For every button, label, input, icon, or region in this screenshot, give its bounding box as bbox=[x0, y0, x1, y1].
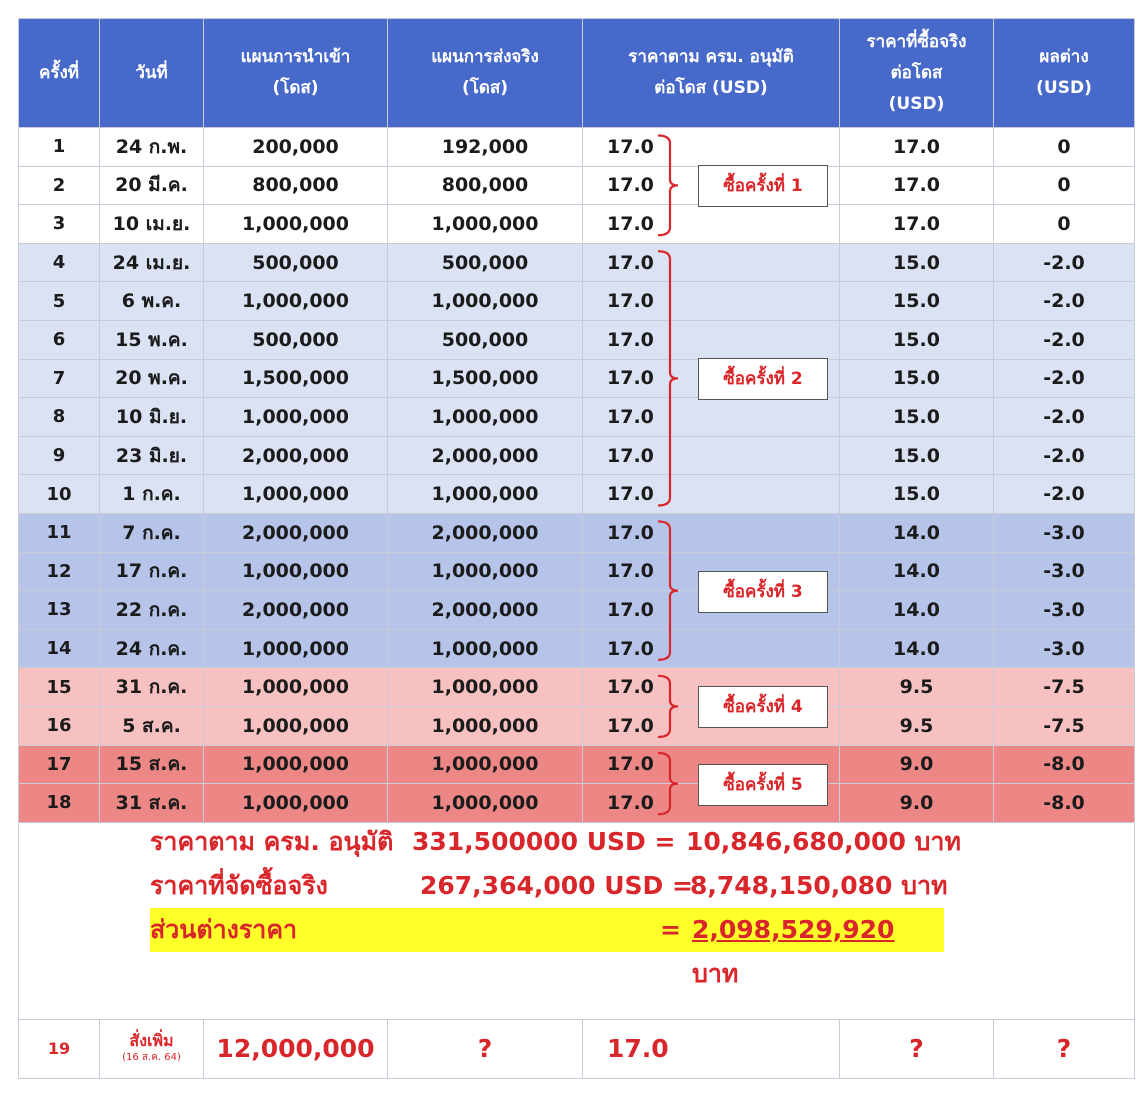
header-no: ครั้งที่ bbox=[19, 19, 100, 128]
row-date: 7 ก.ค. bbox=[100, 513, 204, 552]
row-date: 31 ก.ค. bbox=[100, 668, 204, 707]
purchase-group-badge: ซื้อครั้งที่ 5 bbox=[698, 764, 828, 806]
header-date: วันที่ bbox=[100, 19, 204, 128]
row-cabinet-price: 17.0 bbox=[583, 784, 711, 823]
row-actual-price: 9.5 bbox=[840, 668, 994, 707]
row-actual-price: 14.0 bbox=[840, 552, 994, 591]
row-delivered: 1,500,000 bbox=[388, 359, 583, 398]
row-actual-price: 15.0 bbox=[840, 475, 994, 514]
row-diff: -2.0 bbox=[994, 243, 1135, 282]
row-cabinet-price: 17.0 bbox=[583, 745, 711, 784]
row-import: 1,000,000 bbox=[204, 398, 388, 437]
row-actual-price: 14.0 bbox=[840, 629, 994, 668]
row-date: 10 เม.ย. bbox=[100, 205, 204, 244]
row-no: 13 bbox=[19, 591, 100, 630]
row-date: 6 พ.ค. bbox=[100, 282, 204, 321]
row-no: 3 bbox=[19, 205, 100, 244]
extra-diff: ? bbox=[994, 1019, 1135, 1078]
row-cabinet-price: 17.0 bbox=[583, 243, 711, 282]
row-delivered: 1,000,000 bbox=[388, 629, 583, 668]
row-no: 7 bbox=[19, 359, 100, 398]
extra-import: 12,000,000 bbox=[204, 1019, 388, 1078]
row-import: 1,500,000 bbox=[204, 359, 388, 398]
row-date: 20 มี.ค. bbox=[100, 166, 204, 205]
row-diff: -7.5 bbox=[994, 706, 1135, 745]
purchase-group-badge: ซื้อครั้งที่ 4 bbox=[698, 686, 828, 728]
row-delivered: 192,000 bbox=[388, 128, 583, 167]
row-no: 8 bbox=[19, 398, 100, 437]
summary-cabinet-usd: 331,500000 USD = bbox=[412, 827, 676, 856]
row-date: 23 มิ.ย. bbox=[100, 436, 204, 475]
extra-delivered: ? bbox=[388, 1019, 583, 1078]
row-delivered: 1,000,000 bbox=[388, 668, 583, 707]
row-no: 4 bbox=[19, 243, 100, 282]
row-delivered: 2,000,000 bbox=[388, 591, 583, 630]
row-cabinet-price: 17.0 bbox=[583, 552, 711, 591]
row-delivered: 1,000,000 bbox=[388, 282, 583, 321]
row-no: 16 bbox=[19, 706, 100, 745]
row-no: 15 bbox=[19, 668, 100, 707]
row-cabinet-price: 17.0 bbox=[583, 128, 711, 167]
header-difference: ผลต่าง (USD) bbox=[994, 19, 1135, 128]
summary-actual-usd: 267,364,000 USD = bbox=[420, 871, 693, 900]
row-cabinet-price: 17.0 bbox=[583, 436, 711, 475]
row-import: 1,000,000 bbox=[204, 668, 388, 707]
summary-line-difference bbox=[150, 908, 944, 988]
purchase-group-badge: ซื้อครั้งที่ 1 bbox=[698, 165, 828, 207]
row-actual-price: 15.0 bbox=[840, 398, 994, 437]
row-diff: -3.0 bbox=[994, 513, 1135, 552]
row-delivered: 1,000,000 bbox=[388, 475, 583, 514]
row-import: 2,000,000 bbox=[204, 513, 388, 552]
row-delivered: 2,000,000 bbox=[388, 436, 583, 475]
row-date: 22 ก.ค. bbox=[100, 591, 204, 630]
row-import: 2,000,000 bbox=[204, 436, 388, 475]
row-date: 15 ส.ค. bbox=[100, 745, 204, 784]
row-date: 20 พ.ค. bbox=[100, 359, 204, 398]
row-delivered: 2,000,000 bbox=[388, 513, 583, 552]
row-import: 200,000 bbox=[204, 128, 388, 167]
row-no: 17 bbox=[19, 745, 100, 784]
row-import: 1,000,000 bbox=[204, 475, 388, 514]
header-cabinet-price: ราคาตาม ครม. อนุมัติ ต่อโดส (USD) bbox=[583, 19, 840, 128]
row-date: 10 มิ.ย. bbox=[100, 398, 204, 437]
row-diff: -3.0 bbox=[994, 552, 1135, 591]
row-no: 12 bbox=[19, 552, 100, 591]
row-delivered: 500,000 bbox=[388, 243, 583, 282]
row-diff: -2.0 bbox=[994, 359, 1135, 398]
row-date: 24 เม.ย. bbox=[100, 243, 204, 282]
row-cabinet-price: 17.0 bbox=[583, 513, 711, 552]
row-cabinet-price: 17.0 bbox=[583, 205, 711, 244]
row-date: 15 พ.ค. bbox=[100, 320, 204, 359]
row-diff: 0 bbox=[994, 128, 1135, 167]
row-diff: -2.0 bbox=[994, 398, 1135, 437]
row-actual-price: 17.0 bbox=[840, 205, 994, 244]
summary-difference-value: 2,098,529,920 bbox=[692, 915, 895, 944]
row-diff: -2.0 bbox=[994, 282, 1135, 321]
row-diff: -2.0 bbox=[994, 436, 1135, 475]
row-actual-price: 15.0 bbox=[840, 359, 994, 398]
row-cabinet-price: 17.0 bbox=[583, 398, 711, 437]
row-cabinet-price: 17.0 bbox=[583, 591, 711, 630]
group-braces bbox=[18, 18, 1134, 848]
row-delivered: 1,000,000 bbox=[388, 784, 583, 823]
row-diff: -3.0 bbox=[994, 591, 1135, 630]
row-import: 1,000,000 bbox=[204, 552, 388, 591]
row-import: 500,000 bbox=[204, 320, 388, 359]
header-import-plan: แผนการนำเข้า (โดส) bbox=[204, 19, 388, 128]
row-cabinet-price: 17.0 bbox=[583, 629, 711, 668]
row-actual-price: 9.0 bbox=[840, 745, 994, 784]
row-cabinet-price: 17.0 bbox=[583, 668, 711, 707]
summary-actual-label: ราคาที่จัดซื้อจริง bbox=[150, 871, 328, 900]
header-actual-price: ราคาที่ซื้อจริง ต่อโดส (USD) bbox=[840, 19, 994, 128]
row-import: 1,000,000 bbox=[204, 282, 388, 321]
row-import: 800,000 bbox=[204, 166, 388, 205]
row-import: 1,000,000 bbox=[204, 784, 388, 823]
row-diff: -2.0 bbox=[994, 475, 1135, 514]
extra-no: 19 bbox=[19, 1019, 100, 1078]
summary-difference-unit: บาท bbox=[692, 959, 739, 988]
row-delivered: 1,000,000 bbox=[388, 398, 583, 437]
row-diff: -7.5 bbox=[994, 668, 1135, 707]
row-date: 5 ส.ค. bbox=[100, 706, 204, 745]
row-diff: -8.0 bbox=[994, 784, 1135, 823]
row-no: 18 bbox=[19, 784, 100, 823]
row-import: 1,000,000 bbox=[204, 745, 388, 784]
summary-difference-value-wrap bbox=[692, 908, 944, 996]
row-diff: -8.0 bbox=[994, 745, 1135, 784]
row-actual-price: 17.0 bbox=[840, 166, 994, 205]
extra-date-note: (16 ส.ค. 64) bbox=[122, 1051, 181, 1063]
row-delivered: 800,000 bbox=[388, 166, 583, 205]
row-no: 10 bbox=[19, 475, 100, 514]
group-brace bbox=[658, 676, 678, 737]
summary-cabinet-label: ราคาตาม ครม. อนุมัติ bbox=[150, 827, 394, 856]
row-date: 31 ส.ค. bbox=[100, 784, 204, 823]
row-no: 5 bbox=[19, 282, 100, 321]
row-diff: -2.0 bbox=[994, 320, 1135, 359]
row-delivered: 1,000,000 bbox=[388, 745, 583, 784]
summary-line-actual bbox=[150, 864, 970, 908]
group-brace bbox=[658, 753, 678, 814]
row-actual-price: 9.0 bbox=[840, 784, 994, 823]
row-import: 500,000 bbox=[204, 243, 388, 282]
row-cabinet-price: 17.0 bbox=[583, 475, 711, 514]
purchase-group-badge: ซื้อครั้งที่ 2 bbox=[698, 358, 828, 400]
price-summary bbox=[150, 820, 970, 988]
row-date: 24 ก.ค. bbox=[100, 629, 204, 668]
row-import: 2,000,000 bbox=[204, 591, 388, 630]
group-brace bbox=[658, 521, 678, 659]
summary-difference-eq: = bbox=[660, 915, 681, 944]
row-cabinet-price: 17.0 bbox=[583, 706, 711, 745]
group-brace bbox=[658, 136, 678, 236]
row-cabinet-price: 17.0 bbox=[583, 320, 711, 359]
extra-cab-price: 17.0 bbox=[583, 1019, 840, 1078]
row-date: 1 ก.ค. bbox=[100, 475, 204, 514]
row-no: 2 bbox=[19, 166, 100, 205]
row-diff: -3.0 bbox=[994, 629, 1135, 668]
row-delivered: 500,000 bbox=[388, 320, 583, 359]
summary-actual-thb: 8,748,150,080 บาท bbox=[690, 871, 948, 900]
row-no: 9 bbox=[19, 436, 100, 475]
row-actual-price: 15.0 bbox=[840, 282, 994, 321]
row-import: 1,000,000 bbox=[204, 205, 388, 244]
row-delivered: 1,000,000 bbox=[388, 706, 583, 745]
row-import: 1,000,000 bbox=[204, 629, 388, 668]
row-cabinet-price: 17.0 bbox=[583, 282, 711, 321]
row-import: 1,000,000 bbox=[204, 706, 388, 745]
row-date: 17 ก.ค. bbox=[100, 552, 204, 591]
extra-actual-price: ? bbox=[840, 1019, 994, 1078]
header-actual-delivery: แผนการส่งจริง (โดส) bbox=[388, 19, 583, 128]
row-actual-price: 9.5 bbox=[840, 706, 994, 745]
row-cabinet-price: 17.0 bbox=[583, 166, 711, 205]
row-no: 6 bbox=[19, 320, 100, 359]
row-delivered: 1,000,000 bbox=[388, 205, 583, 244]
row-actual-price: 17.0 bbox=[840, 128, 994, 167]
row-actual-price: 15.0 bbox=[840, 436, 994, 475]
summary-cabinet-thb: 10,846,680,000 บาท bbox=[686, 827, 961, 856]
extra-order-row bbox=[19, 1019, 1135, 1078]
extra-date-cell bbox=[100, 1019, 204, 1078]
summary-line-cabinet bbox=[150, 820, 970, 864]
row-no: 11 bbox=[19, 513, 100, 552]
row-delivered: 1,000,000 bbox=[388, 552, 583, 591]
group-brace bbox=[658, 251, 678, 505]
row-no: 1 bbox=[19, 128, 100, 167]
row-cabinet-price: 17.0 bbox=[583, 359, 711, 398]
row-actual-price: 15.0 bbox=[840, 320, 994, 359]
row-date: 24 ก.พ. bbox=[100, 128, 204, 167]
row-diff: 0 bbox=[994, 205, 1135, 244]
row-no: 14 bbox=[19, 629, 100, 668]
extra-date: สั่งเพิ่ม bbox=[129, 1030, 174, 1050]
row-actual-price: 14.0 bbox=[840, 513, 994, 552]
row-diff: 0 bbox=[994, 166, 1135, 205]
summary-difference-label: ส่วนต่างราคา bbox=[150, 915, 298, 944]
purchase-group-badge: ซื้อครั้งที่ 3 bbox=[698, 571, 828, 613]
row-actual-price: 15.0 bbox=[840, 243, 994, 282]
row-actual-price: 14.0 bbox=[840, 591, 994, 630]
